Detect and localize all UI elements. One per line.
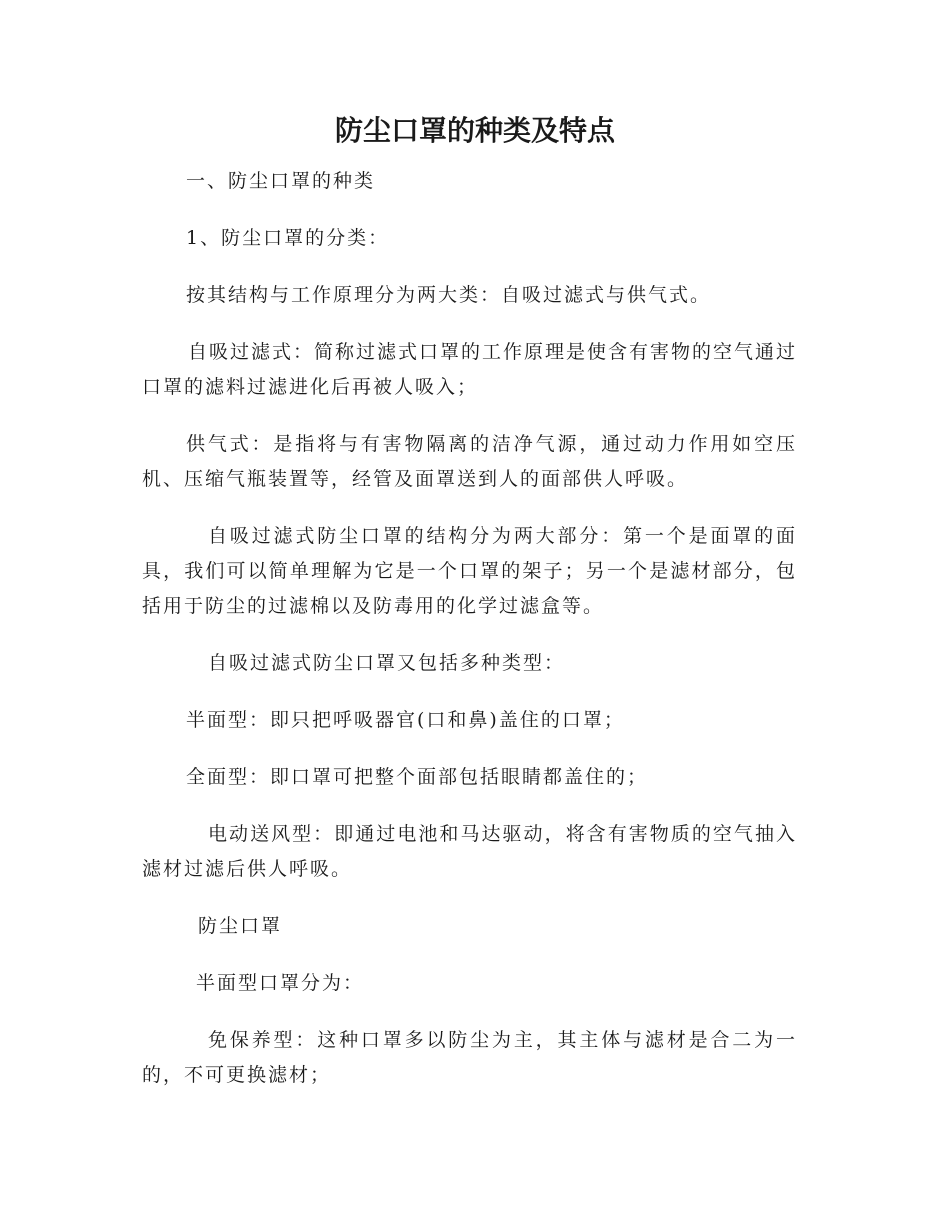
- paragraph-powered-air: 电动送风型：即通过电池和马达驱动，将含有害物质的空气抽入滤材过滤后供人呼吸。: [142, 823, 797, 880]
- subsection-heading-classification: 1、防尘口罩的分类：: [186, 227, 390, 249]
- paragraph-self-filtering: 自吸过滤式：简称过滤式口罩的工作原理是使含有害物的空气通过口罩的滤料过滤进化后再被人吸入；: [142, 341, 798, 398]
- page-title: 防尘口罩的种类及特点: [334, 114, 615, 147]
- paragraph-dust-mask: 防尘口罩: [198, 915, 283, 937]
- paragraph-two-categories: 按其结构与工作原理分为两大类：自吸过滤式与供气式。: [186, 284, 712, 306]
- paragraph-air-supply: 供气式：是指将与有害物隔离的洁净气源，通过动力作用如空压机、压缩气瓶装置等，经管及面罩送到人的面部供人呼吸。: [142, 433, 797, 490]
- paragraph-structure: 自吸过滤式防尘口罩的结构分为两大部分：第一个是面罩的面具，我们可以简单理解为它是一个口罩的架子；另一个是滤材部分，包括用于防尘的过滤棉以及防毒用的化学过滤盒等。: [142, 525, 797, 617]
- document-body: [142, 164, 797, 1115]
- paragraph-maintenance-free: 免保养型：这种口罩多以防尘为主，其主体与滤材是合二为一的，不可更换滤材；: [142, 1029, 797, 1086]
- paragraph-types-intro: 自吸过滤式防尘口罩又包括多种类型：: [208, 652, 566, 674]
- paragraph-half-face-types: 半面型口罩分为：: [196, 972, 365, 994]
- section-heading-types: 一、防尘口罩的种类: [186, 170, 376, 192]
- paragraph-half-face: 半面型：即只把呼吸器官(口和鼻)盖住的口罩；: [186, 709, 625, 731]
- paragraph-full-face: 全面型：即口罩可把整个面部包括眼睛都盖住的；: [186, 766, 649, 788]
